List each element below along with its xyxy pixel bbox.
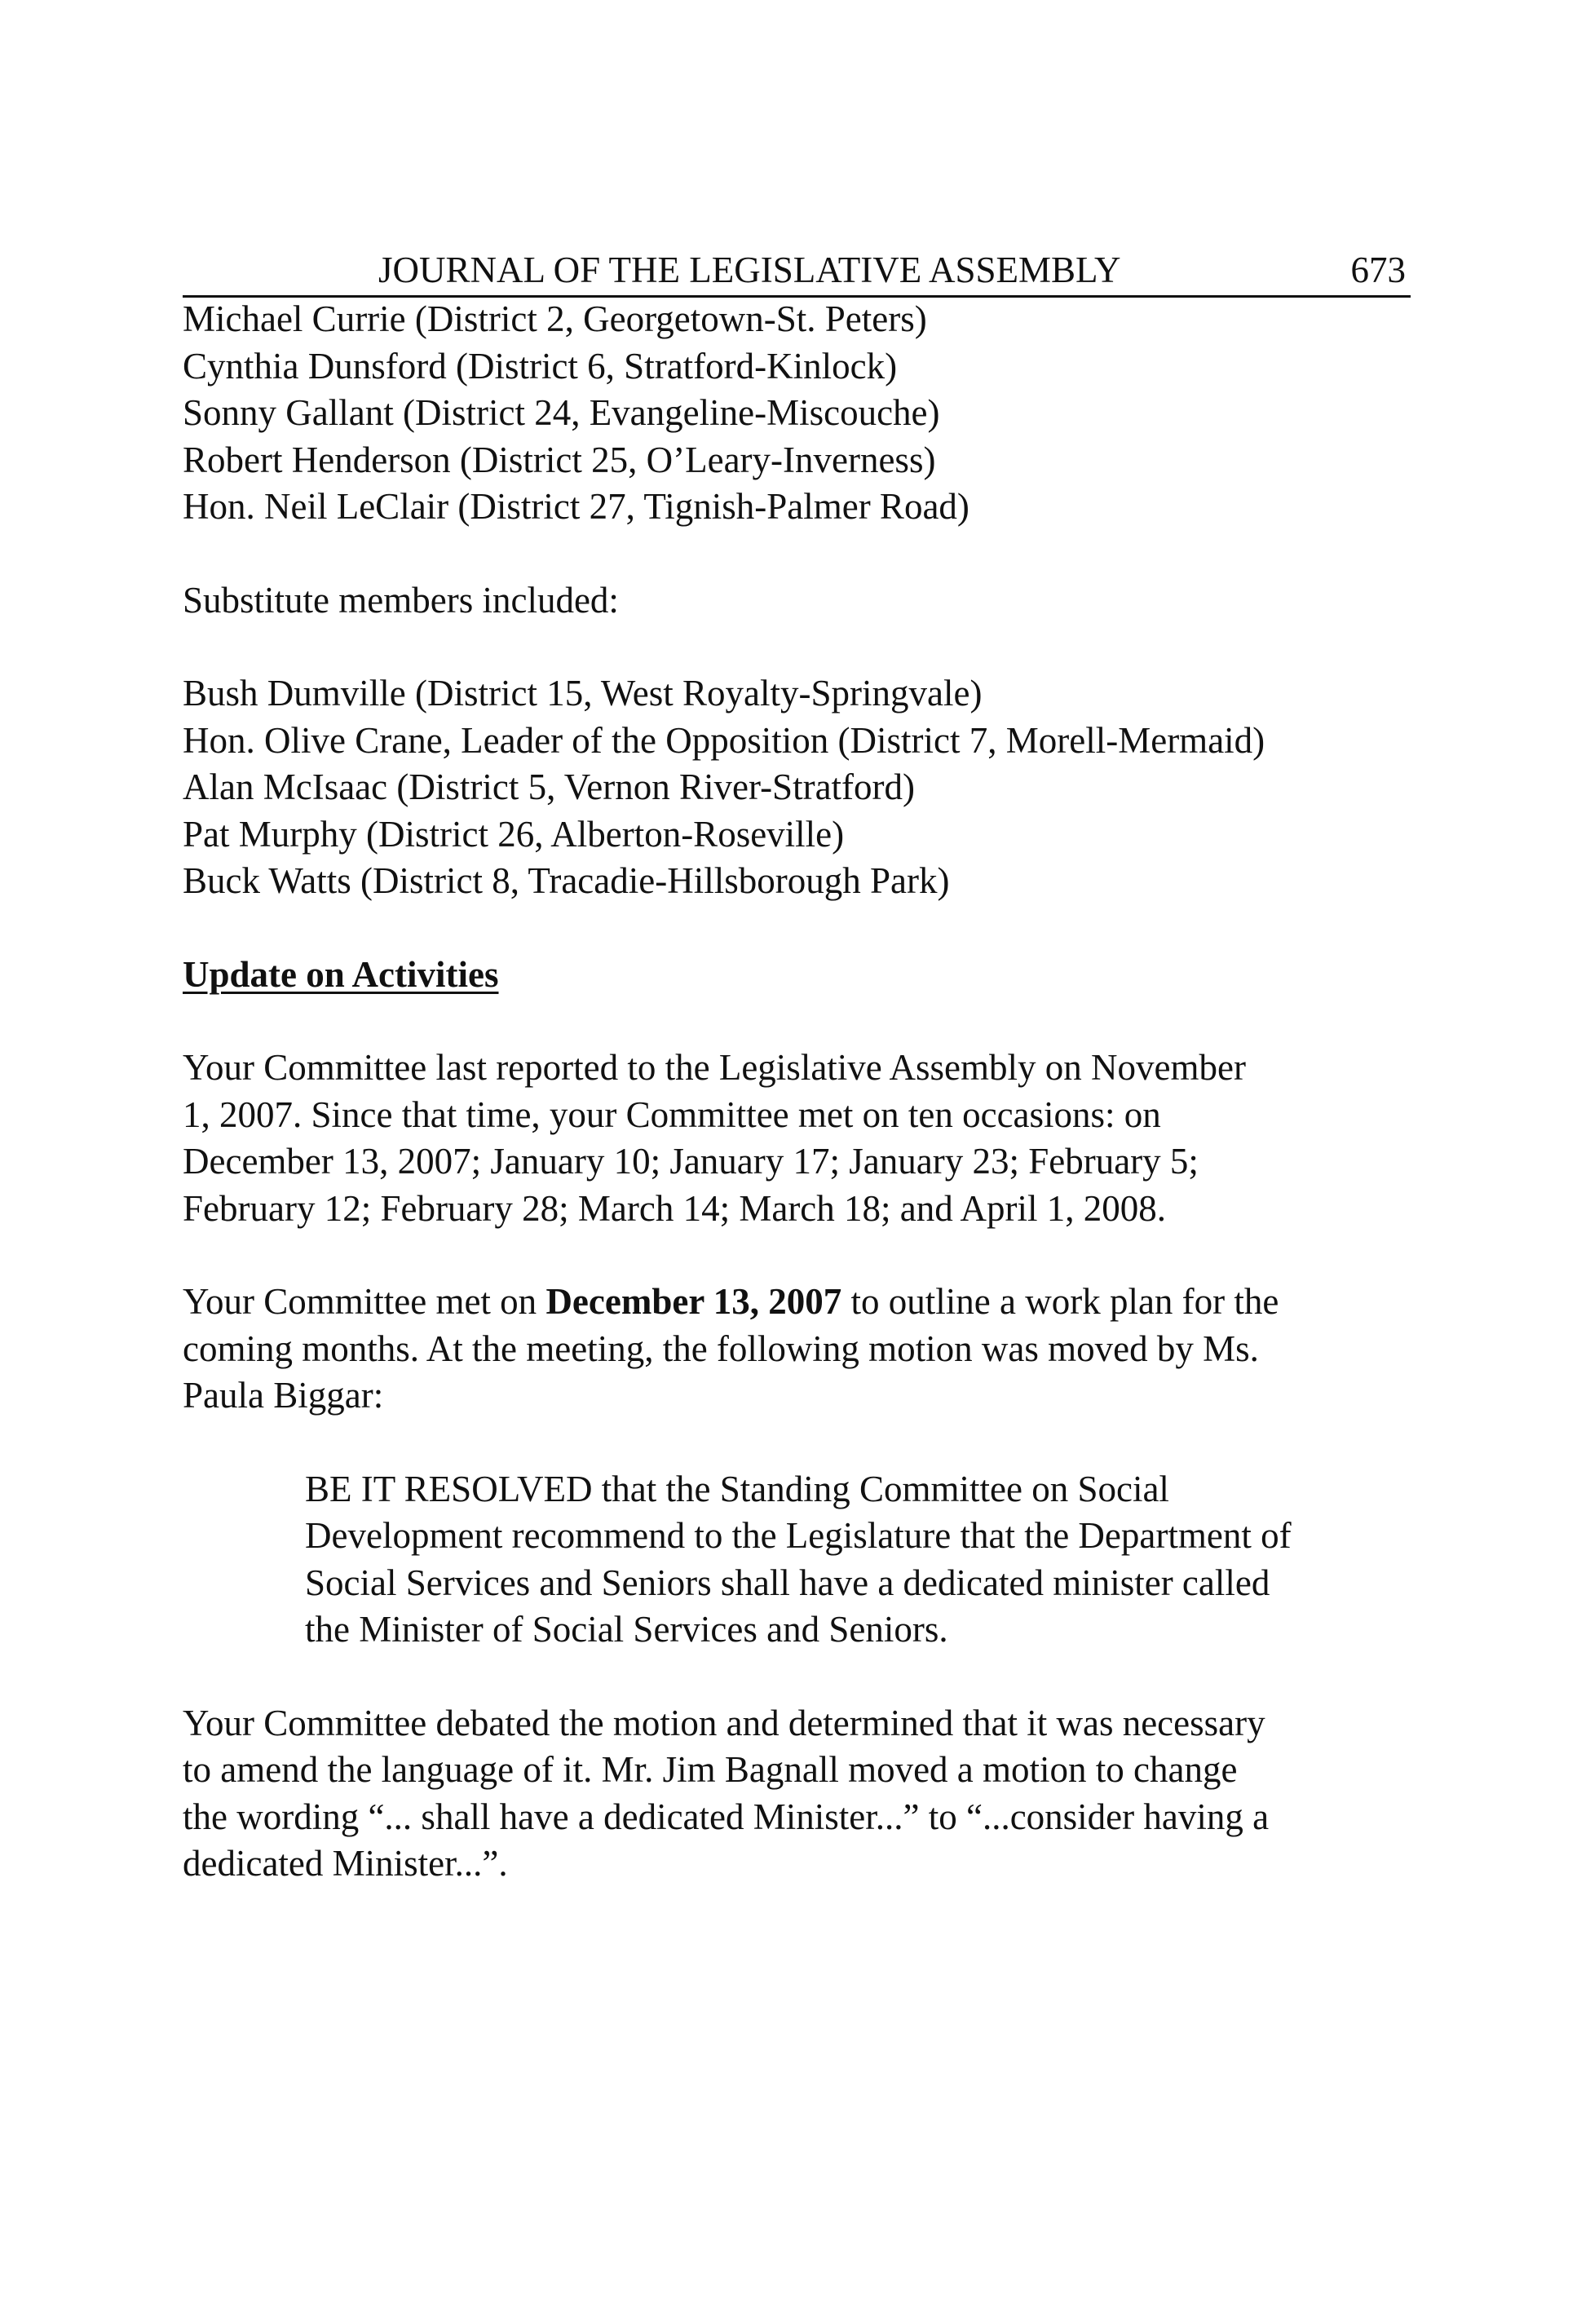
paragraph-line [183, 1279, 1411, 1326]
substitute-line: Hon. Olive Crane, Leader of the Opposition (District 7, Morell-Mermaid) [183, 719, 1265, 761]
journal-title: JOURNAL OF THE LEGISLATIVE ASSEMBLY [378, 250, 1121, 290]
paragraph-line: dedicated Minister...”. [183, 1843, 508, 1884]
page-number: 673 [1350, 250, 1406, 290]
substitute-line: Pat Murphy (District 26, Alberton-Roseville) [183, 813, 845, 855]
resolution-line: Development recommend to the Legislature that the Department of [305, 1515, 1292, 1556]
document-page [183, 245, 1411, 1888]
substitute-line: Buck Watts (District 8, Tracadie-Hillsborough Park) [183, 860, 950, 901]
text-run: to outline a work plan for the [841, 1281, 1279, 1322]
paragraph-line: to amend the language of it. Mr. Jim Bagnall moved a motion to change [183, 1749, 1238, 1790]
paragraph-line: Your Committee debated the motion and determined that it was necessary [183, 1702, 1265, 1743]
resolution-line: BE IT RESOLVED that the Standing Committee on Social [305, 1468, 1169, 1509]
paragraph-line: Your Committee last reported to the Legislative Assembly on November [183, 1047, 1246, 1088]
text-run: Your Committee met on [183, 1281, 546, 1322]
paragraph-amendment [183, 1700, 1411, 1888]
member-line: Cynthia Dunsford (District 6, Stratford-Kinlock) [183, 345, 898, 387]
member-line: Michael Currie (District 2, Georgetown-St. Peters) [183, 298, 927, 339]
member-list [183, 296, 1411, 531]
document-body [183, 296, 1411, 1888]
meeting-date: December 13, 2007 [545, 1281, 842, 1322]
paragraph-line: coming months. At the meeting, the following motion was moved by Ms. [183, 1328, 1259, 1369]
resolution-line: the Minister of Social Services and Seniors. [305, 1609, 948, 1650]
paragraph-line: 1, 2007. Since that time, your Committee met on ten occasions: on [183, 1094, 1161, 1135]
member-line: Robert Henderson (District 25, O’Leary-Inverness) [183, 439, 936, 480]
paragraph-line: the wording “... shall have a dedicated Minister...” to “...consider having a [183, 1796, 1270, 1837]
member-line: Sonny Gallant (District 24, Evangeline-Miscouche) [183, 392, 940, 433]
paragraph-line: December 13, 2007; January 10; January 17; January 23; February 5; [183, 1141, 1199, 1182]
resolution-line: Social Services and Seniors shall have a dedicated minister called [305, 1562, 1270, 1603]
paragraph-meeting [183, 1279, 1411, 1420]
substitute-line: Bush Dumville (District 15, West Royalty-Springvale) [183, 673, 983, 714]
substitute-list [183, 670, 1411, 905]
substitute-line: Alan McIsaac (District 5, Vernon River-Stratford) [183, 767, 916, 807]
paragraph-line: Paula Biggar: [183, 1375, 384, 1416]
member-line: Hon. Neil LeClair (District 27, Tignish-Palmer Road) [183, 486, 969, 527]
paragraph-line: February 12; February 28; March 14; March 18; and April 1, 2008. [183, 1187, 1167, 1229]
paragraph-report [183, 1045, 1411, 1232]
section-heading: Update on Activities [183, 953, 499, 995]
substitute-intro: Substitute members included: [183, 579, 619, 621]
resolution-quote [305, 1466, 1411, 1654]
running-header [183, 245, 1411, 298]
